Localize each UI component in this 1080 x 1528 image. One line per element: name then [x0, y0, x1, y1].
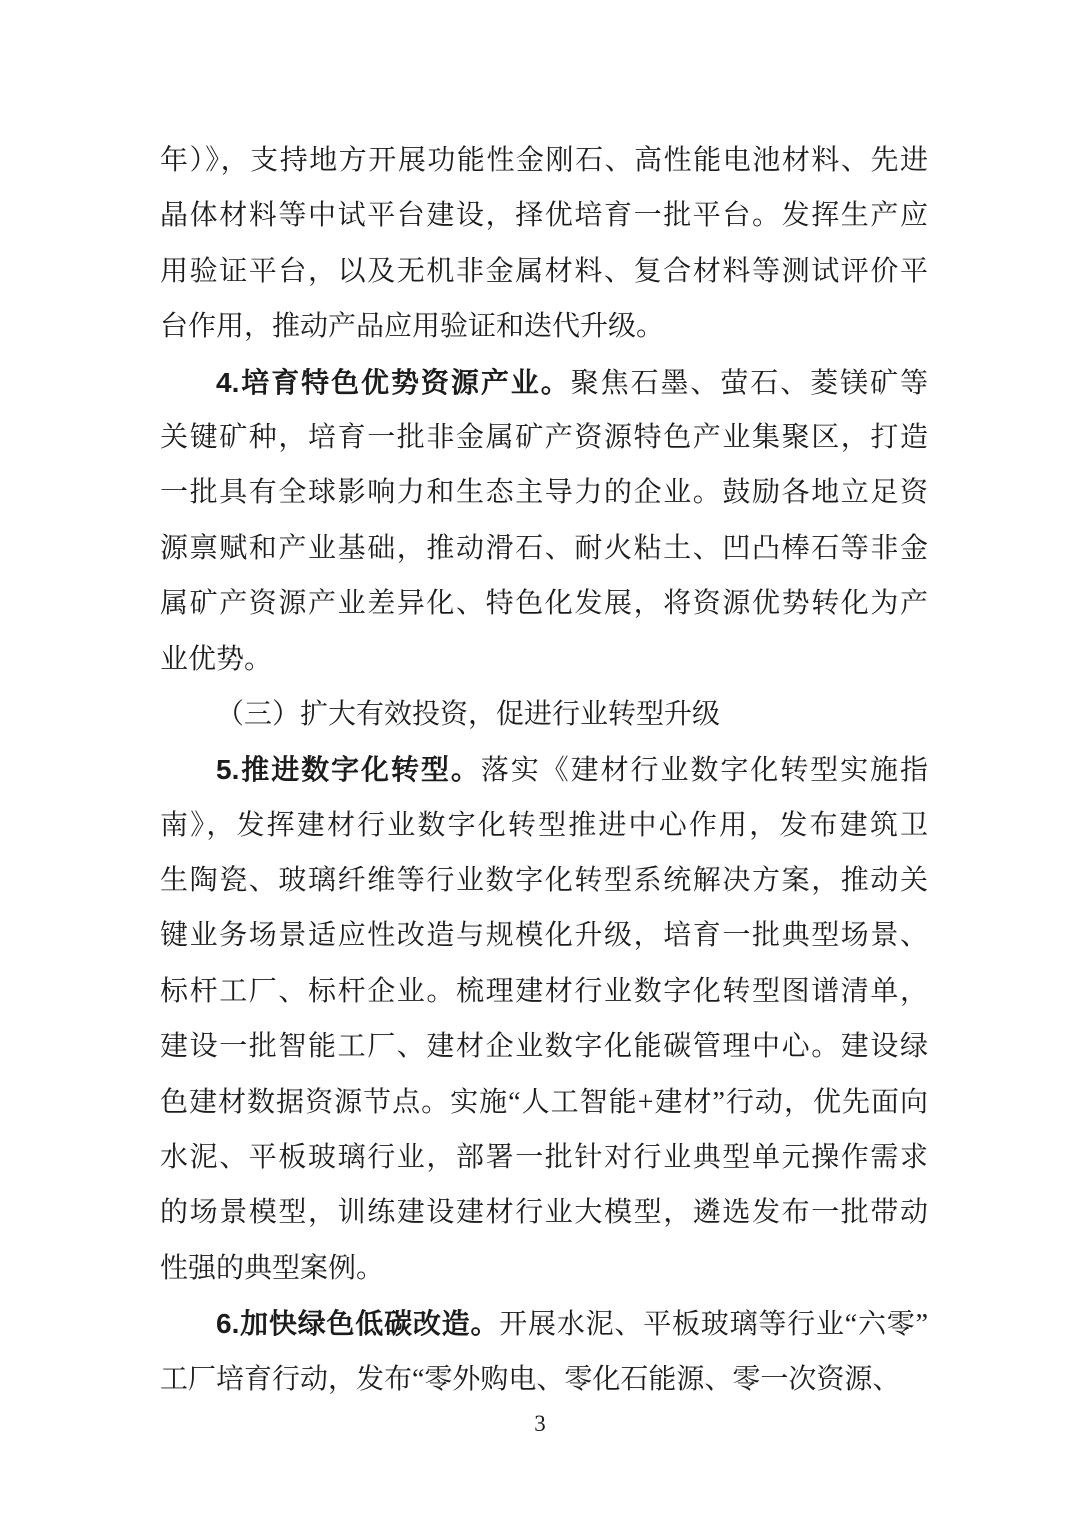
- para-item-5-line-8: [160, 1130, 928, 1185]
- para-item-5-line-6: [160, 1019, 928, 1074]
- paragraph-text: 生陶瓷、玻璃纤维等行业数字化转型系统解决方案，推动关: [160, 865, 928, 897]
- paragraph-text: （三）扩大有效投资，促进行业转型升级: [216, 698, 721, 730]
- paragraph-text: 的场景模型，训练建设建材行业大模型，遴选发布一批带动: [160, 1197, 928, 1229]
- paragraph-text: 一批具有全球影响力和生态主导力的企业。鼓励各地立足资: [160, 477, 928, 509]
- paragraph-text: 键业务场景适应性改造与规模化升级，培育一批典型场景、: [160, 920, 928, 952]
- para-item-4-line-6: [160, 632, 928, 687]
- paragraph-text: 南》，发挥建材行业数字化转型推进中心作用，发布建筑卫: [160, 809, 928, 841]
- page-number: 3: [534, 1411, 546, 1436]
- paragraph-text: 标杆工厂、标杆企业。梳理建材行业数字化转型图谱清单，: [160, 975, 928, 1007]
- paragraph-text: 关键矿种，培育一批非金属矿产资源特色产业集聚区，打造: [160, 421, 928, 453]
- paragraph-text: 建设一批智能工厂、建材企业数字化能碳管理中心。建设绿: [160, 1031, 928, 1063]
- paragraph-lead: 4.培育特色优势资源产业。: [216, 366, 571, 398]
- paragraph-text: 用验证平台，以及无机非金属材料、复合材料等测试评价平: [160, 255, 928, 287]
- para-item-6-line-1: [160, 1296, 928, 1351]
- paragraph-lead: 5.推进数字化转型。: [216, 754, 481, 786]
- para-item-5-line-4: [160, 908, 928, 963]
- text-block: [160, 133, 928, 1407]
- paragraph-text: 年）》，支持地方开展功能性金刚石、高性能电池材料、先进: [160, 145, 928, 176]
- para-item-5-line-2: [160, 798, 928, 853]
- paragraph-text: 工厂培育行动，发布“零外购电、零化石能源、零一次资源、: [160, 1363, 901, 1395]
- paragraph-text: 业优势。: [160, 643, 273, 675]
- para-item-5-line-3: [160, 853, 928, 908]
- para-continuation-line-2: [160, 188, 928, 243]
- para-item-5-line-10: [160, 1241, 928, 1296]
- para-item-5-line-5: [160, 964, 928, 1019]
- para-item-6-line-2: [160, 1352, 928, 1407]
- paragraph-text: 开展水泥、平板玻璃等行业“六零”: [499, 1309, 928, 1341]
- paragraph-text: 聚焦石墨、萤石、菱镁矿等: [570, 367, 928, 399]
- para-item-4-line-4: [160, 521, 928, 576]
- para-continuation-line-3: [160, 244, 928, 299]
- para-continuation-line-4: [160, 299, 928, 354]
- heading-section-3-line-1: [160, 687, 928, 742]
- paragraph-text: 台作用，推动产品应用验证和迭代升级。: [160, 311, 665, 343]
- paragraph-text: 源禀赋和产业基础，推动滑石、耐火粘土、凹凸棒石等非金: [160, 532, 928, 564]
- para-continuation-line-1: [160, 133, 928, 188]
- paragraph-text: 色建材数据资源节点。实施“人工智能+建材”行动，优先面向: [160, 1086, 928, 1118]
- paragraph-text: 水泥、平板玻璃行业，部署一批针对行业典型单元操作需求: [160, 1142, 928, 1174]
- para-item-5-line-1: [160, 742, 928, 797]
- paragraph-text: 晶体材料等中试平台建设，择优培育一批平台。发挥生产应: [160, 200, 928, 232]
- paragraph-lead: 6.加快绿色低碳改造。: [216, 1308, 500, 1340]
- para-item-4-line-5: [160, 576, 928, 631]
- para-item-4-line-1: [160, 355, 928, 410]
- para-item-4-line-3: [160, 465, 928, 520]
- paragraph-text: 属矿产资源产业差异化、特色化发展，将资源优势转化为产: [160, 588, 928, 620]
- paragraph-text: 性强的典型案例。: [160, 1252, 385, 1284]
- para-item-5-line-7: [160, 1075, 928, 1130]
- para-item-5-line-9: [160, 1185, 928, 1240]
- paragraph-text: 落实《建材行业数字化转型实施指: [480, 755, 928, 787]
- para-item-4-line-2: [160, 410, 928, 465]
